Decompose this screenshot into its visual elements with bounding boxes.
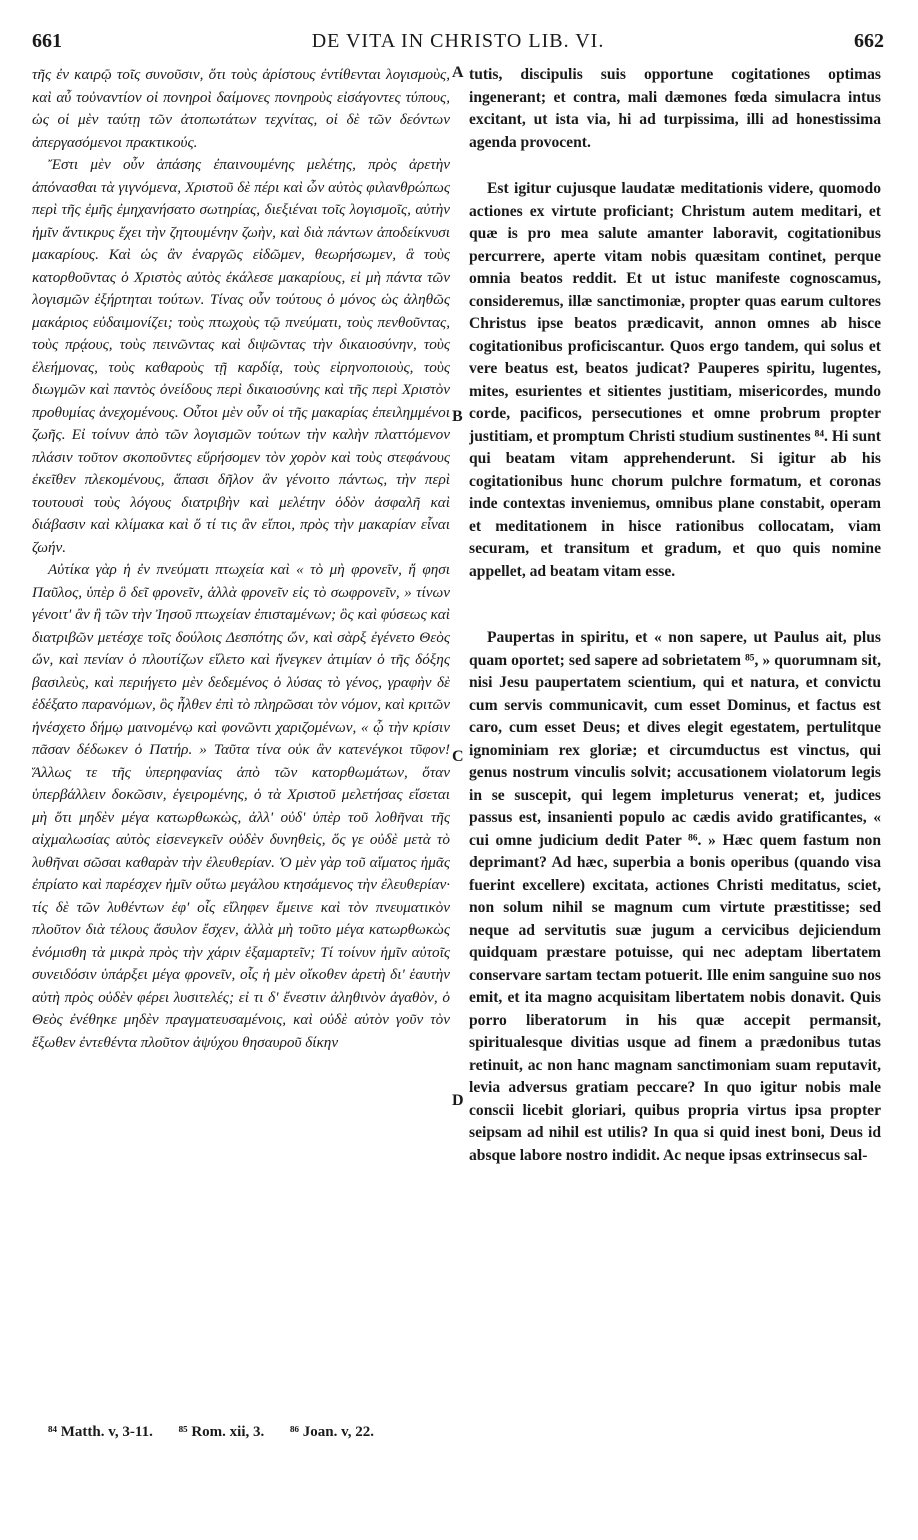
greek-paragraph-1: τῆς ἐν καιρῷ τοῖς συνοῦσιν, ὅτι τοὺς ἀρίστους ἐντίθενται λογισμοὺς, καὶ αὖ τοὐναντίον οἱ πονηροὶ δαίμονες πονηροὺς εἰσάγοντες τύπους, ὡς οἱ μὲν ταύτῃ τῶν ἀτοπωτάτων τεχνίτας, οἱ δὲ τῶν δεόντων ἀπεργασόμενοι πρακτικούς. bbox=[32, 66, 450, 151]
left-page-number: 661 bbox=[32, 30, 62, 52]
footnote-86: ⁸⁶ Joan. v, 22. bbox=[290, 1424, 375, 1440]
latin-paragraph-2: Est igitur cujusque laudatæ meditationis videre, quomodo actiones ex virtute proficiant; Christum autem meditari, et quæ is pro mea salute amanter laboravit, cogitationibus percurrere, aperte vitam nobis quæsitam continet, perque omnia beatos reddit. Et ut istuc manifeste cognoscamus, consideremus, illæ sanctimoniæ, propter quas earum cultores Christus ipse beatos prædicavit, annon omnes ab hisce cogitationibus proficiscantur. Quos ergo tandem, qui solus et vere beatus est, beatos judicat? Pauperes spiritu, lugentes, mites, esurientes et sitientes justitiam, misericordes, mundo corde, pacificos, persecutiones et omne probrum propter justitiam, et promptum Christi studium sustinentes ⁸⁴. Hi sunt qui beatam vitam apprehenderunt. Si igitur ab his cogitationibus hunc chorum pulchre formatum, et coronas inde contextas inveniemus, omnibus plane constabit, operam et meditationem in hisce rationibus collocatam, viam securam, et transitum et gradum, et quo quis nomine appellet, ad beatam vitam esse. bbox=[469, 180, 881, 580]
footnotes bbox=[48, 1424, 396, 1441]
margin-marker-d: D bbox=[452, 1092, 464, 1109]
greek-paragraph-2: Ἔστι μὲν οὖν ἁπάσης ἐπαινουμένης μελέτης, πρὸς ἀρετὴν ἀπόνασθαι τὰ γιγνόμενα, Χριστοῦ δὲ πέρι καὶ ὧν αὐτὸς φιλανθρώπως περὶ τῆς ἐμῆς ἐμηχανήσατο σωτηρίας, διεξιέναι τοῖς λογισμοῖς, αὐτὴν ἡμῖν ἄντικρυς ἔχει τὴν ζητουμένην ζωὴν, καὶ διὰ πάντων ἀποδείκνυσι μακαρίους. Καὶ ὡς ἂν ἐναργῶς εἰδῶμεν, θεωρήσωμεν, ἃ τοὺς κατορθοῦντας ὁ Χριστὸς αὐτὸς ἐκάλεσε μακαρίους, εἰ μὴ πάντα τῶν λογισμῶν ἐξήρτηται τούτων. Τίνας οὖν τούτους ὁ μόνος ὡς ἀληθῶς μακάριος εὐδαιμονίζει; τοὺς πτωχοὺς τῷ πνεύματι, τοὺς πενθοῦντας, τοὺς πρᾴους, τοὺς πεινῶντας καὶ διψῶντας τὴν δικαιοσύνην, τοὺς ἐλεήμονας, τοὺς καθαροὺς τῇ καρδίᾳ, τοὺς εἰρηνοποιοὺς, τοὺς διωγμῶν καὶ παντὸς ὀνείδους περὶ δικαιοσύνης καὶ τῆς περὶ Χριστὸν προθυμίας ἀνεχομένους. Οὗτοι μὲν οὖν οἱ τῆς μακαρίας ἐπειλημμένοι ζωῆς. Εἰ τοίνυν ἀπὸ τῶν λογισμῶν τούτων τὴν καλὴν πλαττόμενον πλάσιν τοῦτον σκοποῦντες εὕρήσομεν τὸν χορὸν καὶ τοὺς στεφάνους ἐκεῖθεν πλεκομένους, ἅπασι δῆλον ἂν γένοιτο πάντως, τὴν περὶ τουτουσὶ τοὺς λόγους διατριβὴν καὶ μελέτην ὁδὸν ἀσφαλῆ καὶ διάβασιν καὶ κλίμακα καὶ ὅ τί τις ἂν εἴποι, πρὸς τὴν μακαρίαν εἶναι ζωήν. bbox=[32, 156, 450, 556]
paragraph-gap bbox=[469, 154, 881, 178]
latin-paragraph-1: tutis, discipulis suis opportune cogitationes optimas ingenerant; et contra, mali dæmones fœda simulacra intus excitant, ut ista via, hi ad turpissima, illi ad honestissima agenda provocent. bbox=[469, 66, 881, 151]
right-page-number: 662 bbox=[854, 30, 884, 52]
page-header bbox=[32, 30, 884, 58]
margin-marker-a: A bbox=[452, 64, 464, 81]
margin-marker-c: C bbox=[452, 748, 464, 765]
greek-column bbox=[32, 64, 450, 1054]
paragraph-gap bbox=[469, 583, 881, 627]
footnote-84: ⁸⁴ Matth. v, 3-11. bbox=[48, 1424, 153, 1440]
greek-paragraph-3: Αὐτίκα γὰρ ἡ ἐν πνεύματι πτωχεία καὶ « τὸ μὴ φρονεῖν, ἤ φησι Παῦλος, ὑπὲρ ὃ δεῖ φρονεῖν, ἀλλὰ φρονεῖν εἰς τὸ σωφρονεῖν, » τίνων γένοιτ' ἂν ἢ τῶν τὴν Ἰησοῦ πτωχείαν ἐπισταμένων; ὃς καὶ φύσεως καὶ διατριβῶν μετέσχε τοῖς δούλοις Δεσπότης ὤν, καὶ σὰρξ ἐγένετο Θεὸς ὤν, καὶ πενίαν ὁ πλουτίζων εἵλετο καὶ ἤνεγκεν ἀτιμίαν ὁ τῆς δόξης βασιλεὺς, καὶ περιήγετο μὲν δεδεμένος ὁ λύσας τὸ γένος, γραφὴν δὲ ἐδέξατο παρανόμων, ὃς ἦλθεν ἐπὶ τὸ πληρῶσαι τὸν νόμον, καὶ κριτῶν ἠνέσχετο δήμῳ μαινομένῳ καὶ φονῶντι χαριζομένων, « ᾧ τὴν κρίσιν πᾶσαν δέδωκεν ὁ Πατήρ. » Ταῦτα τίνα οὐκ ἂν κατενέγκοι τῦφον! Ἄλλως τε τῆς ὑπερηφανίας ἀπὸ τῶν κατορθωμάτων, ὅταν ὑπερβάλλειν δοκῶσιν, ἐγειρομένης, ὁ τὰ Χριστοῦ μελετήσας εἴσεται μὴ ὅτι μηδὲν μέγα κατωρθωκὼς, ἀλλ' οὐδ' ὑπὲρ τοῦ λοθῆναι τῆς αἰχμαλωσίας αὐτὸς εἰσενεγκεῖν οὐδὲν δυνηθεὶς, ὅς γε οὐδὲ μετὰ τὸ λυθῆναι σῶσαι καθαρὰν τὴν ἐλευθερίαν. Ὁ μὲν γὰρ τοῦ αἵματος ἡμᾶς ἐπρίατο καὶ παρέσχεν ἡμῖν οὕτω μεγάλου κτησάμενος τὴν ἐλευθερίαν· τίς δὲ τῶν λυθέντων ἐφ' οἷς εἴληφεν ἔμεινε καὶ τὸν πνευματικὸν πλοῦτον διὰ τέλους ἄσυλον ἔσχεν, ἀλλὰ μὴ τοῦτο μέγα κατωρθωκὼς ἐνόμισθη τὰ μικρὰ πρὸς τὴν χάριν ἐξαμαρτεῖν; Τί τοίνυν ἡμῖν αὐτοῖς συνειδόσιν ὑπάρξει μέγα φρονεῖν, οἷς ἡ μὲν οἴκοθεν ἀρετὴ δι' ἑαυτὴν αὐτὴ πρὸς οὐδὲν φέρει λυσιτελές; εἰ τι δ' ἔνεστιν ἀληθινὸν ἀγαθὸν, ὁ Θεὸς ἐνέθηκε μηδὲν πραγματευσαμένοις, καὶ οὐδὲ αὐτὸν γοῦν τὸν ἔξωθεν ἐντεθέντα πλοῦτον ἀψύχου θησαυροῦ δίκην bbox=[32, 561, 450, 1051]
running-title: DE VITA IN CHRISTO LIB. VI. bbox=[311, 30, 605, 52]
footnote-85: ⁸⁵ Rom. xii, 3. bbox=[178, 1424, 265, 1440]
margin-marker-b: B bbox=[452, 408, 463, 425]
latin-paragraph-3: Paupertas in spiritu, et « non sapere, ut Paulus ait, plus quam oportet; sed sapere ad sobrietatem ⁸⁵, » quorumnam sit, nisi Jesu paupertatem scientium, qui et natura, et convictu cum servis communicavit, cum esset Dominus, et factus est caro, cum esset Deus; et dives elegit egestatem, pertulitque ignominiam rex gloriæ; et circumductus est vinctus, qui genus nostrum vinculis solvit; accusationem violatorum legis in se suscepit, qui legem impleturus venerat; et, judices passus est, insanienti populo ac cædis avido gratificantes, « cui omne judicium dedit Pater ⁸⁶. » Hæc quem fastum non deprimant? Ad hæc, superbia a bonis operibus (quando visa fuerint excellere) excitata, actiones Christi meditatus, sciet, non solum nihil se magnum cum virtute præstitisse; sed neque ad servitutis suæ jugum a cervicibus dejiciendum quidquam præstare potuisse, qui nec adeptam libertatem conservare sartam tectam potuerit. Ille enim sanguine suo nos emit, et ita magno acquisitam libertatem nobis donavit. Quis porro liberatorum in his quæ accepit permansit, spiritualesque divitias usque ad finem a prædonibus tutas retinuit, ac non hanc magnam sanctimoniam suam reputavit, levia adversus gratiam peccare? In quo igitur nobis male conscii licebit gloriari, quibus propria virtus ipsa propter seipsam ad nihil est utilis? In qua si quid inest boni, Deus id absque labore nostro indidit. Ac neque ipsas extrinsecus sal- bbox=[469, 629, 881, 1164]
latin-column bbox=[469, 64, 881, 1167]
